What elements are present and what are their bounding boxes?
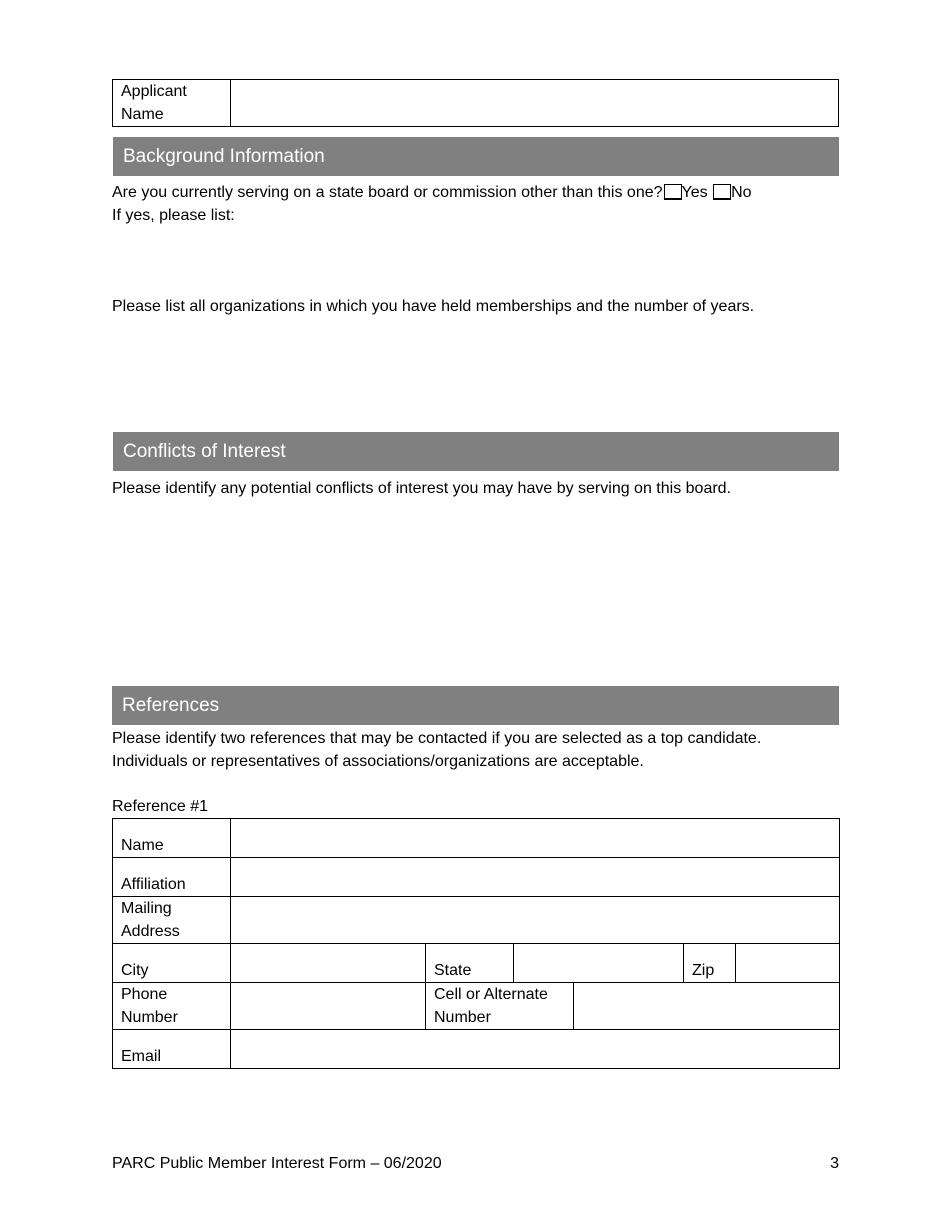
reference-email-row	[113, 1030, 840, 1069]
reference-name-row	[113, 819, 840, 858]
applicant-table	[112, 79, 839, 127]
reference-email-label: Email	[113, 1030, 231, 1069]
applicant-name-field[interactable]	[231, 80, 839, 127]
reference-1-label: Reference #1	[112, 798, 209, 815]
reference-phone-label: Phone Number	[113, 983, 231, 1030]
conflicts-of-interest-header: Conflicts of Interest	[113, 432, 839, 471]
no-checkbox[interactable]	[713, 184, 731, 200]
if-yes-prompt: If yes, please list:	[112, 207, 235, 224]
reference-city-label: City	[113, 944, 231, 983]
yes-checkbox[interactable]	[664, 184, 682, 200]
reference-cell-input[interactable]	[574, 983, 840, 1030]
reference-name-label: Name	[113, 819, 231, 858]
yes-label: Yes	[681, 184, 708, 201]
background-information-header: Background Information	[113, 137, 839, 176]
reference-city-row	[113, 944, 840, 983]
reference-zip-label: Zip	[684, 944, 736, 983]
reference-name-input[interactable]	[231, 819, 840, 858]
references-header: References	[112, 686, 839, 725]
references-instructions-2: Individuals or representatives of associations/organizations are acceptable.	[112, 753, 644, 770]
reference-email-input[interactable]	[231, 1030, 840, 1069]
reference-address-label: Mailing Address	[113, 897, 231, 944]
board-service-question: Are you currently serving on a state board or commission other than this one?	[112, 184, 663, 201]
reference-cell-label: Cell or Alternate Number	[426, 983, 574, 1030]
reference-affiliation-label: Affiliation	[113, 858, 231, 897]
conflicts-prompt: Please identify any potential conflicts of interest you may have by serving on this board.	[112, 480, 732, 497]
references-instructions-1: Please identify two references that may be contacted if you are selected as a top candidate.	[112, 730, 762, 747]
applicant-name-label: Applicant Name	[113, 80, 231, 127]
reference-zip-input[interactable]	[736, 944, 840, 983]
memberships-prompt: Please list all organizations in which you have held memberships and the number of years.	[112, 298, 755, 315]
reference-address-input[interactable]	[231, 897, 840, 944]
no-label: No	[731, 184, 752, 201]
reference-state-label: State	[426, 944, 514, 983]
reference-city-input[interactable]	[231, 944, 426, 983]
reference-affiliation-input[interactable]	[231, 858, 840, 897]
reference-phone-input[interactable]	[231, 983, 426, 1030]
reference-1-table	[112, 818, 840, 1069]
board-service-question-row	[112, 181, 752, 204]
page-number: 3	[830, 1155, 839, 1172]
footer-title: PARC Public Member Interest Form – 06/2020	[112, 1155, 442, 1172]
reference-affiliation-row	[113, 858, 840, 897]
reference-address-row	[113, 897, 840, 944]
reference-state-input[interactable]	[514, 944, 684, 983]
reference-phone-row	[113, 983, 840, 1030]
